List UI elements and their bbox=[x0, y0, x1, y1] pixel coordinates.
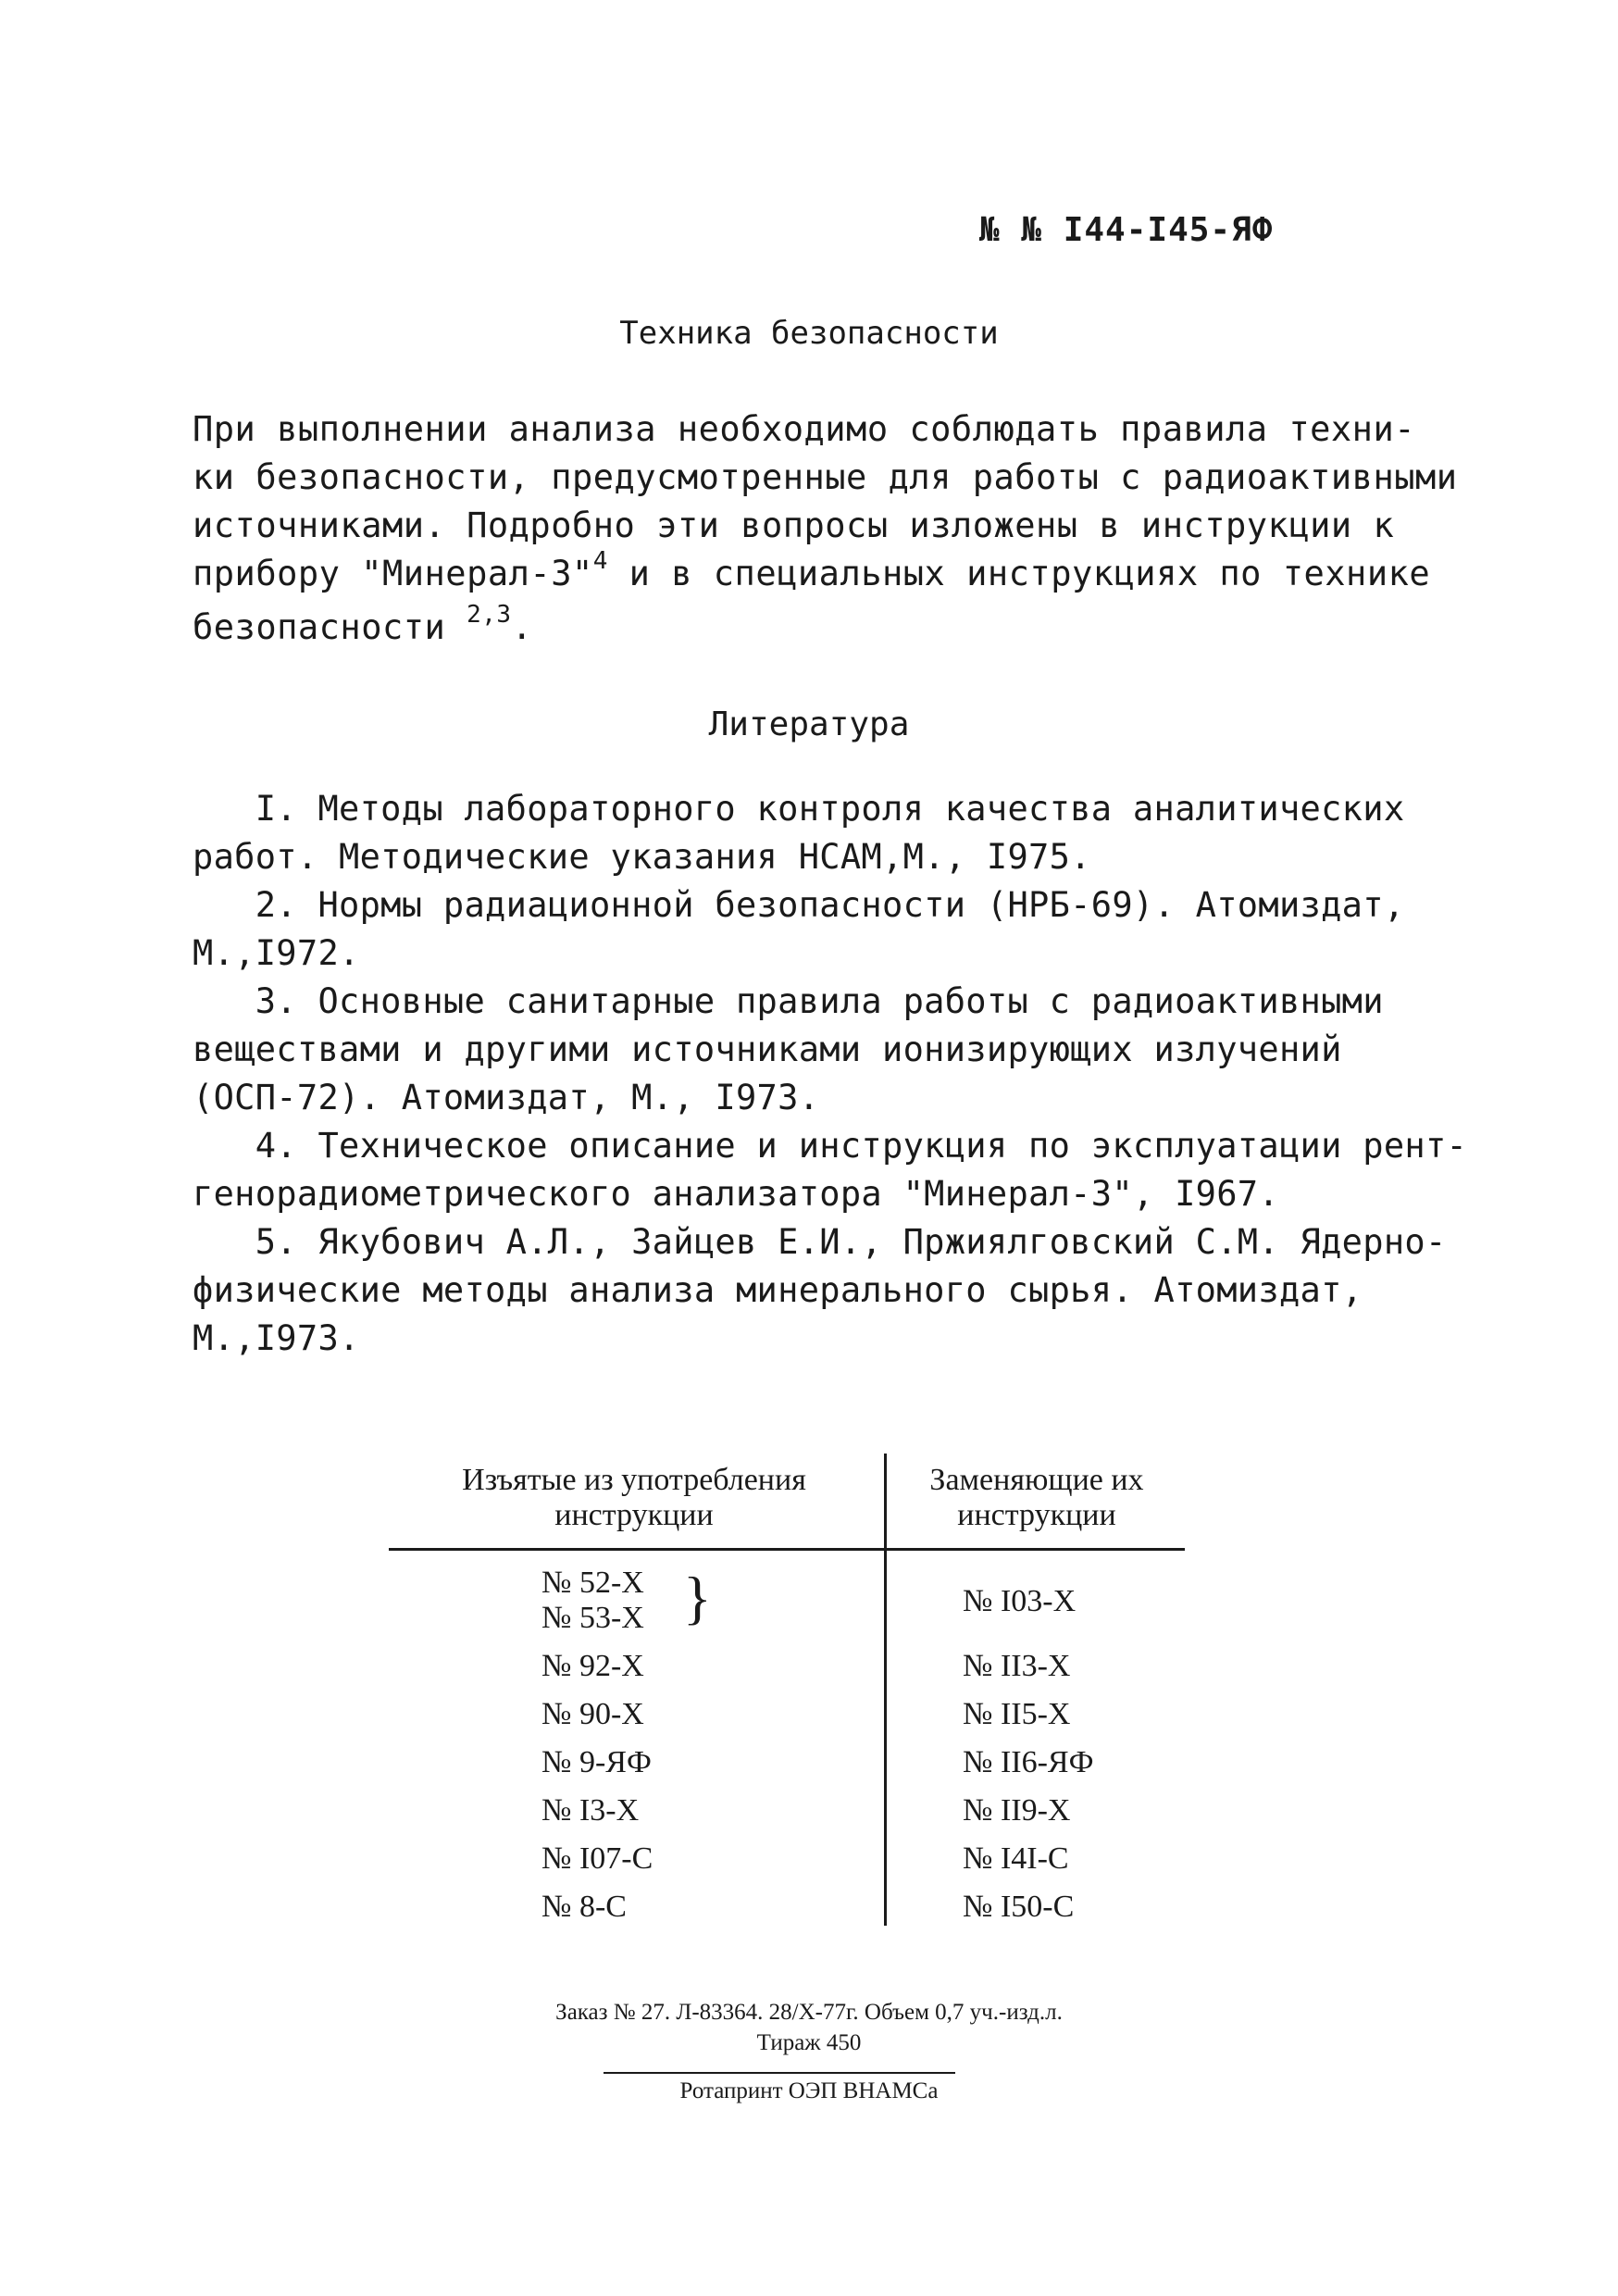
col1-header-line-1: Изъятые из употребления bbox=[462, 1463, 806, 1497]
col1-header-line-2: инструкции bbox=[554, 1498, 714, 1532]
document-number: № № I44-I45-ЯФ bbox=[979, 211, 1274, 249]
section-title-safety: Техника безопасности bbox=[619, 315, 999, 352]
lit-line-9: генорадиометрического анализатора "Минерал-3", I967. bbox=[193, 1174, 1279, 1214]
table-column-rule bbox=[884, 1454, 887, 1926]
withdrawn-5: № I3-Х bbox=[541, 1793, 640, 1828]
lit-line-1: I. Методы лабораторного контроля качества аналитических bbox=[193, 789, 1405, 829]
safety-ref-4: 4 bbox=[592, 547, 608, 575]
lit-line-12: М.,I973. bbox=[193, 1318, 360, 1358]
safety-line-5 bbox=[193, 601, 533, 652]
replacement-2: № II3-Х bbox=[963, 1649, 1071, 1683]
replacement-7: № I50-С bbox=[963, 1890, 1075, 1924]
withdrawn-1a: № 52-Х bbox=[541, 1566, 644, 1600]
safety-line-5-b: . bbox=[511, 607, 533, 647]
withdrawn-3: № 90-Х bbox=[541, 1697, 644, 1731]
safety-line-4-a: прибору "Минерал-3" bbox=[193, 554, 593, 593]
section-title-literature: Литература bbox=[708, 705, 910, 743]
lit-line-6: веществами и другими источниками ионизирующих излучений bbox=[193, 1029, 1342, 1069]
lit-line-11: физические методы анализа минерального сырья. Атомиздат, bbox=[193, 1270, 1363, 1310]
lit-line-5: 3. Основные санитарные правила работы с радиоактивными bbox=[193, 981, 1384, 1021]
safety-ref-2-3: 2,3 bbox=[467, 601, 512, 629]
lit-line-7: (ОСП-72). Атомиздат, М., I973. bbox=[193, 1078, 820, 1117]
replacement-5: № II9-Х bbox=[963, 1793, 1071, 1828]
safety-line-1: При выполнении анализа необходимо соблюдать правила техни- bbox=[193, 409, 1416, 449]
withdrawn-1b: № 53-Х bbox=[541, 1601, 644, 1635]
lit-line-3: 2. Нормы радиационной безопасности (НРБ-69). Атомиздат, bbox=[193, 885, 1405, 925]
withdrawn-6: № I07-С bbox=[541, 1841, 653, 1876]
safety-line-5-a: безопасности bbox=[193, 607, 467, 647]
imprint-printer: Ротапринт ОЭП ВНАМСа bbox=[679, 2078, 939, 2103]
withdrawn-2: № 92-Х bbox=[541, 1649, 644, 1683]
safety-line-3: источниками. Подробно эти вопросы изложены в инструкции к bbox=[193, 505, 1395, 545]
lit-line-2: работ. Методические указания НСАМ,М., I975. bbox=[193, 837, 1091, 877]
imprint-rule bbox=[604, 2072, 955, 2074]
col2-header-line-2: инструкции bbox=[957, 1498, 1116, 1532]
safety-line-4 bbox=[193, 547, 1431, 598]
safety-line-2: ки безопасности, предусмотренные для работы с радиоактивными bbox=[193, 457, 1458, 497]
withdrawn-7: № 8-С bbox=[541, 1890, 627, 1924]
imprint-order-line: Заказ № 27. Л-83364. 28/Х-77г. Объем 0,7 уч.-изд.л. bbox=[555, 2000, 1063, 2025]
replacement-6: № I4I-С bbox=[963, 1841, 1069, 1876]
replacement-3: № II5-Х bbox=[963, 1697, 1071, 1731]
replacement-4: № II6-ЯФ bbox=[963, 1745, 1094, 1779]
imprint-print-run: Тираж 450 bbox=[756, 2030, 862, 2055]
table-header-rule bbox=[389, 1548, 1185, 1551]
lit-line-8: 4. Техническое описание и инструкция по эксплуатации рент- bbox=[193, 1126, 1468, 1166]
replacement-1: № I03-Х bbox=[963, 1584, 1077, 1618]
brace-icon: } bbox=[683, 1565, 712, 1630]
lit-line-4: М.,I972. bbox=[193, 933, 360, 973]
safety-line-4-b: и в специальных инструкциях по технике bbox=[607, 554, 1431, 593]
lit-line-10: 5. Якубович А.Л., Зайцев Е.И., Пржиялговский С.М. Ядерно- bbox=[193, 1222, 1447, 1262]
col2-header-line-1: Заменяющие их bbox=[929, 1463, 1144, 1497]
withdrawn-4: № 9-ЯФ bbox=[541, 1745, 652, 1779]
